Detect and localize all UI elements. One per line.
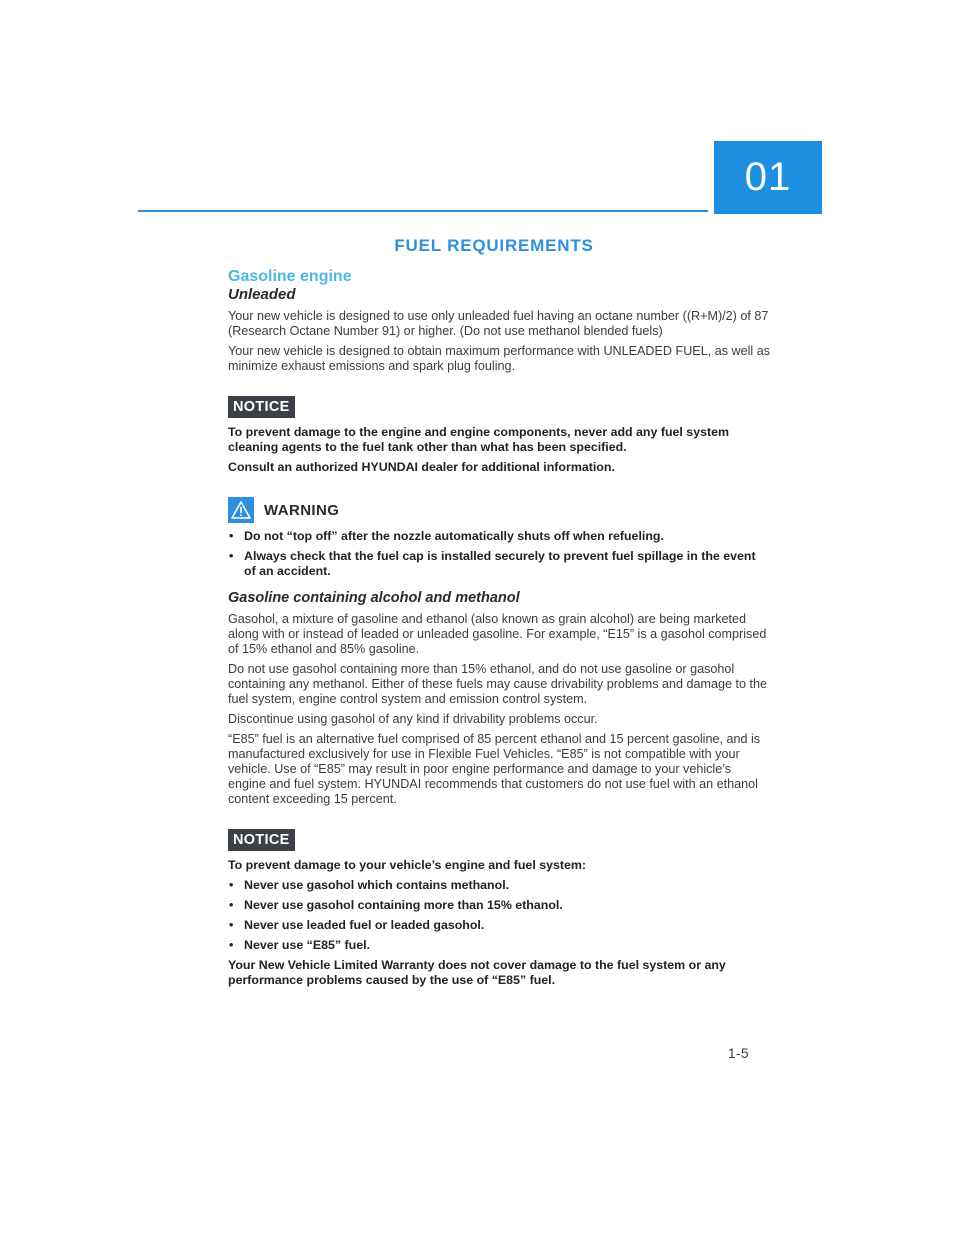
notice-list [228, 878, 770, 953]
warning-triangle-icon [228, 497, 254, 523]
unleaded-heading: Unleaded [228, 286, 296, 303]
notice-text-2: Consult an authorized HYUNDAI dealer for additional information. [228, 460, 615, 474]
chapter-number: 01 [744, 155, 792, 199]
list-item: • Always check that the fuel cap is installed securely to prevent fuel spillage in the event of an accident. [228, 549, 770, 579]
unleaded-paragraph-2: Your new vehicle is designed to obtain maximum performance with UNLEADED FUEL, as well as minimize exhaust emissions and spark plug fouling. [228, 344, 771, 373]
alcohol-paragraph-2: Do not use gasohol containing more than 15% ethanol, and do not use gasoline or gasohol containing any methanol. Either of these fuels may cause drivability problems and damage to the fuel system, engine control system and emission control system. [228, 662, 768, 706]
list-item: • Never use leaded fuel or leaded gasohol. [228, 918, 770, 933]
alcohol-paragraph-4: “E85” fuel is an alternative fuel comprised of 85 percent ethanol and 15 percent gasoline, and is manufactured exclusively for use in Flexible Fuel Vehicles. “E85” is not compatible with your vehicle. Use of “E85” may result in poor engine performance and damage to your vehicle’s engine and fuel system. HYUNDAI recommends that customers do not use fuel with an ethanol content exceeding 15 percent. [228, 732, 761, 806]
list-item: • Never use gasohol which contains methanol. [228, 878, 770, 893]
alcohol-paragraph-3: Discontinue using gasohol of any kind if drivability problems occur. [228, 712, 598, 726]
notice-box-gasohol [228, 829, 770, 988]
page-number: 1-5 [728, 1046, 750, 1061]
section-title: FUEL REQUIREMENTS [394, 236, 594, 255]
gasoline-engine-heading: Gasoline engine [228, 268, 352, 285]
notice-outro: Your New Vehicle Limited Warranty does not cover damage to the fuel system or any performance problems caused by the use of “E85” fuel. [228, 958, 726, 987]
list-item: • Never use “E85” fuel. [228, 938, 770, 953]
alcohol-methanol-heading: Gasoline containing alcohol and methanol [228, 590, 520, 606]
chapter-tab [714, 141, 822, 214]
notice-badge: NOTICE [228, 829, 295, 851]
alcohol-paragraph-1: Gasohol, a mixture of gasoline and ethanol (also known as grain alcohol) are being marketed along with or instead of leaded or unleaded gasoline. For example, “E15” is a gasohol comprised of 15% ethanol and 85% gasoline. [228, 612, 767, 656]
notice-badge: NOTICE [228, 396, 295, 418]
header-rule [138, 210, 708, 212]
notice-intro: To prevent damage to your vehicle’s engine and fuel system: [228, 858, 587, 872]
warning-label: WARNING [264, 501, 340, 519]
list-item: • Do not “top off” after the nozzle automatically shuts off when refueling. [228, 529, 770, 544]
page-content [228, 236, 770, 988]
notice-box-cleaning-agents [228, 396, 770, 475]
list-item: • Never use gasohol containing more than 15% ethanol. [228, 898, 770, 913]
unleaded-paragraph-1: Your new vehicle is designed to use only unleaded fuel having an octane number ((R+M)/2) of 87 (Research Octane Number 91) or higher. (Do not use methanol blended fuels) [228, 309, 769, 338]
notice-text-1: To prevent damage to the engine and engine components, never add any fuel system cleaning agents to the fuel tank other than what has been specified. [228, 425, 730, 454]
warning-header [228, 497, 770, 523]
warning-list [228, 529, 770, 579]
